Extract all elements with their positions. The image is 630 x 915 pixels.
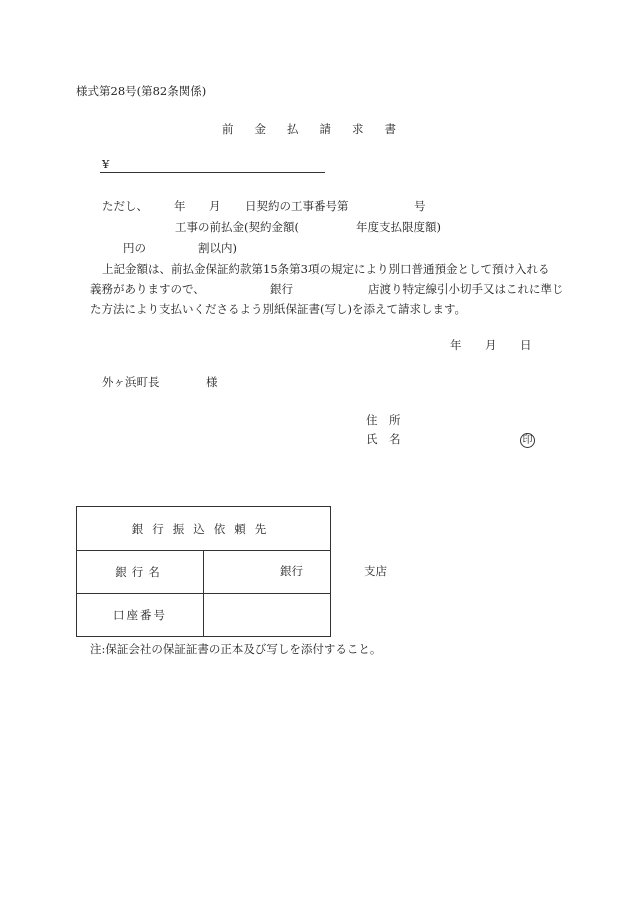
bank-suffix: 銀行 (280, 564, 303, 578)
yen-mark: ¥ (102, 157, 110, 171)
ratio-label: 割以内) (198, 241, 237, 255)
bank-name-label: 銀行名 (77, 551, 204, 594)
branch-suffix: 支店 (364, 564, 387, 578)
title-char: 求 (352, 122, 364, 136)
contract-prefix: ただし、 (102, 199, 148, 213)
title-char: 書 (384, 122, 396, 136)
yen-of-label: 円の (123, 241, 146, 255)
form-number: 様式第28号(第82条関係) (76, 84, 207, 98)
addressee-name: 外ヶ浜町長 (102, 375, 160, 389)
name-label: 氏 名 (366, 432, 401, 446)
seal-mark: 印 (520, 433, 535, 448)
body-line-2c: 店渡り特定線引小切手又はこれに準じ (368, 282, 564, 296)
account-number-cell (204, 594, 331, 637)
bank-table-header: 銀行振込依頼先 (77, 507, 331, 551)
year-limit-label: 年度支払限度額) (356, 220, 441, 234)
body-line-3: た方法により支払いくださるよう別紙保証書(写し)を添えて請求します。 (90, 302, 467, 316)
addressee-honorific: 様 (206, 375, 218, 389)
advance-payment-label: 工事の前払金(契約金額( (175, 220, 299, 234)
contract-day-label: 日契約の工事番号第 (245, 199, 349, 213)
date-month: 月 (485, 338, 497, 352)
date-year: 年 (450, 338, 462, 352)
address-label: 住 所 (366, 413, 401, 427)
construction-number-suffix: 号 (414, 199, 426, 213)
contract-month: 月 (209, 199, 221, 213)
title-char: 払 (287, 122, 299, 136)
contract-year: 年 (174, 199, 186, 213)
amount-underline (100, 172, 325, 173)
body-line-2b: 銀行 (270, 282, 293, 296)
body-line-1: 上記金額は、前払金保証約款第15条第3項の規定により別口普通預金として預け入れる (102, 262, 550, 276)
account-number-label: 口座番号 (77, 594, 204, 637)
footnote: 注:保証会社の保証証書の正本及び写しを添付すること。 (90, 642, 382, 656)
document-title (222, 124, 417, 136)
title-char: 金 (254, 122, 266, 136)
body-line-2a: 義務がありますので、 (90, 282, 205, 296)
date-day: 日 (520, 338, 532, 352)
title-char: 請 (319, 122, 331, 136)
bank-transfer-table (76, 506, 387, 637)
title-char: 前 (222, 122, 234, 136)
bank-name-cell (204, 551, 387, 594)
